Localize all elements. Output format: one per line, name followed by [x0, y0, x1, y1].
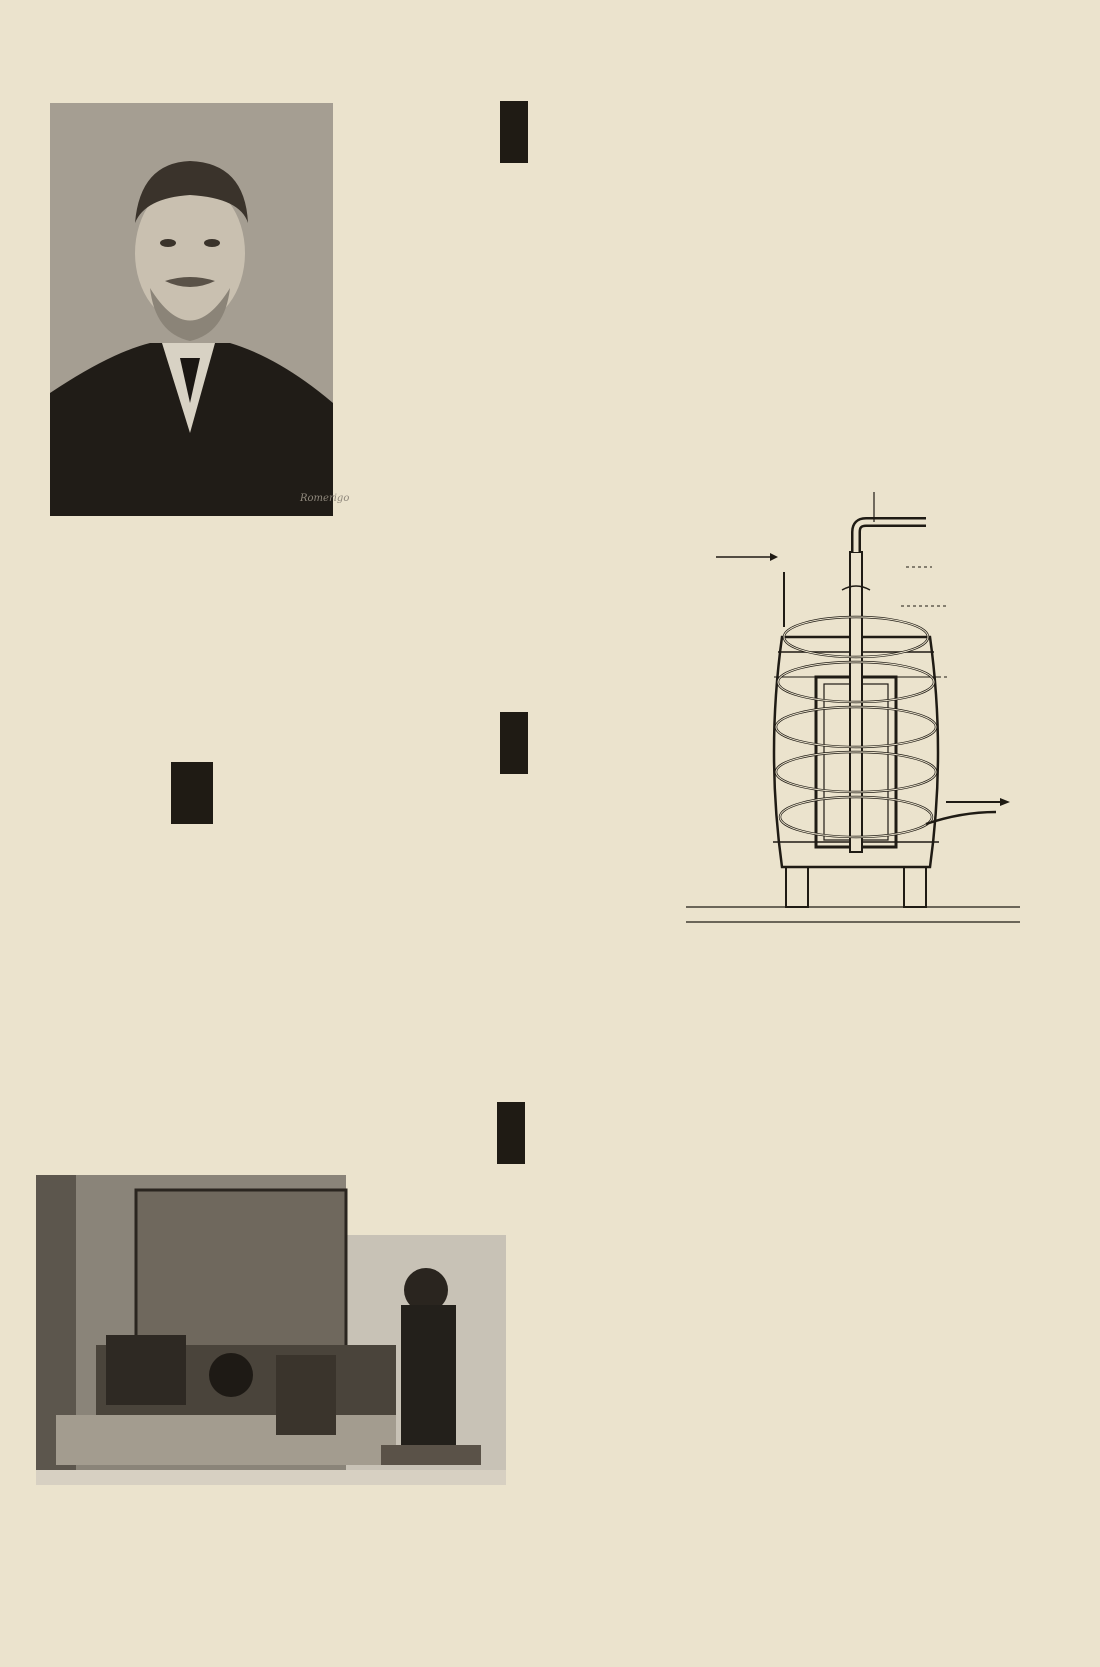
- poulsen-station-drawing: [36, 1175, 506, 1485]
- ground-hatch: [686, 907, 1020, 922]
- svg-text:Romerigo: Romerigo: [300, 493, 350, 504]
- girasol-dropcap: [500, 712, 528, 774]
- poulsen-station-photo: [36, 1175, 506, 1485]
- envelhecer-dropcap: [497, 1102, 525, 1164]
- ramsay-portrait-drawing: [50, 103, 350, 516]
- wine-aging-diagram: [686, 512, 1020, 932]
- ramsay-portrait: [50, 103, 350, 516]
- nordeste-dropcap: [500, 101, 528, 163]
- telephone-dropcap: [171, 762, 213, 824]
- wine-aging-apparatus-drawing: [686, 512, 1020, 932]
